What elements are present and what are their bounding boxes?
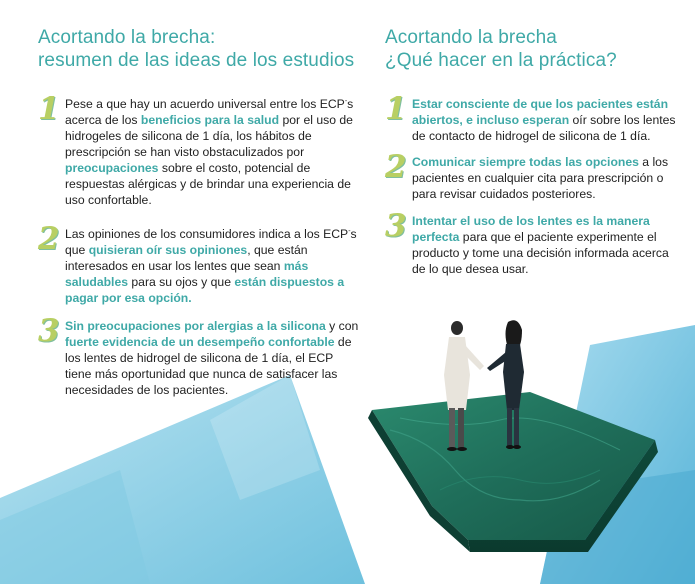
superscript: - <box>344 97 348 105</box>
left-item-1-text <box>65 96 360 208</box>
highlight: fuerte evidencia de un desempeño confortable <box>65 335 335 349</box>
number-3-icon: 3 <box>38 313 60 349</box>
text-segment: Pese a que hay un acuerdo universal entre los ECP <box>65 97 345 111</box>
left-item-2-text <box>65 226 360 306</box>
text-segment: sobre el costo, potencial de respuestas alérgicas y de brindar una experiencia de uso confortable. <box>65 161 351 207</box>
text-segment: de los lentes de hidrogel de silicona de 1 día, el ECP tiene más oportunidad que nunca de satisfacer las necesidades de los pacientes. <box>65 335 352 397</box>
right-heading-line2: ¿Qué hacer en la práctica? <box>385 50 617 71</box>
text-segment: para su ojos y que <box>128 275 235 289</box>
right-item-2 <box>385 149 685 202</box>
highlight: quisieran oír sus opiniones <box>88 243 248 257</box>
highlight: beneficios para la salud <box>140 113 280 127</box>
superscript: - <box>348 227 351 235</box>
highlight: Comunicar siempre todas las opciones <box>412 155 639 169</box>
right-item-1-text <box>412 96 685 144</box>
text-segment: por el uso de hidrogeles de silicona de 1 día, los hábitos de prescripción se han visto obstaculizados por <box>65 113 353 159</box>
text-segment: s acerca de los <box>65 97 354 127</box>
text-segment: , que están interesados en usar los lentes que sean <box>65 243 308 273</box>
text-segment: y con <box>325 319 359 333</box>
left-heading-line2: resumen de las ideas de los estudios <box>38 50 355 71</box>
number-3-icon: 3 <box>385 208 407 244</box>
highlight: Sin preocupaciones por alergias a la silicona <box>65 319 326 333</box>
left-heading <box>38 26 360 72</box>
right-item-3 <box>385 208 685 277</box>
number-1-icon: 1 <box>38 91 60 127</box>
left-item-2 <box>38 221 360 306</box>
left-item-1 <box>38 91 360 208</box>
highlight: están dispuestos a pagar por esa opción. <box>65 275 345 305</box>
left-heading-line1: Acortando la brecha: <box>38 27 216 48</box>
number-2-icon: 2 <box>38 221 60 257</box>
text-segment: para que el paciente experimente el producto y tome una decisión informada acerca de lo que desea usar. <box>412 230 669 276</box>
left-item-3 <box>38 313 360 398</box>
text-segment: Las opiniones de los consumidores indica a los ECP <box>65 227 349 241</box>
text-segment: a los pacientes en cualquier cita para prescripción o para revisar cuidados posteriores. <box>412 155 669 201</box>
right-item-2-text <box>412 154 685 202</box>
highlight: Estar consciente de que los pacientes están abiertos, e incluso esperan <box>412 97 669 127</box>
text-segment: s que <box>65 227 357 257</box>
highlight: preocupaciones <box>65 161 159 175</box>
highlight: más saludables <box>65 259 309 289</box>
number-2-icon: 2 <box>385 149 407 185</box>
right-heading-line1: Acortando la brecha <box>385 27 557 48</box>
right-heading <box>385 26 685 72</box>
text-segment: oír sobre los lentes de contacto de hidrogel de silicona de 1 día. <box>412 113 676 143</box>
right-item-1 <box>385 91 685 144</box>
left-water-block <box>0 375 365 584</box>
right-item-3-text <box>412 213 685 277</box>
highlight: Intentar el uso de los lentes es la manera perfecta <box>412 214 650 244</box>
left-item-3-text <box>65 318 360 398</box>
number-1-icon: 1 <box>385 91 407 127</box>
